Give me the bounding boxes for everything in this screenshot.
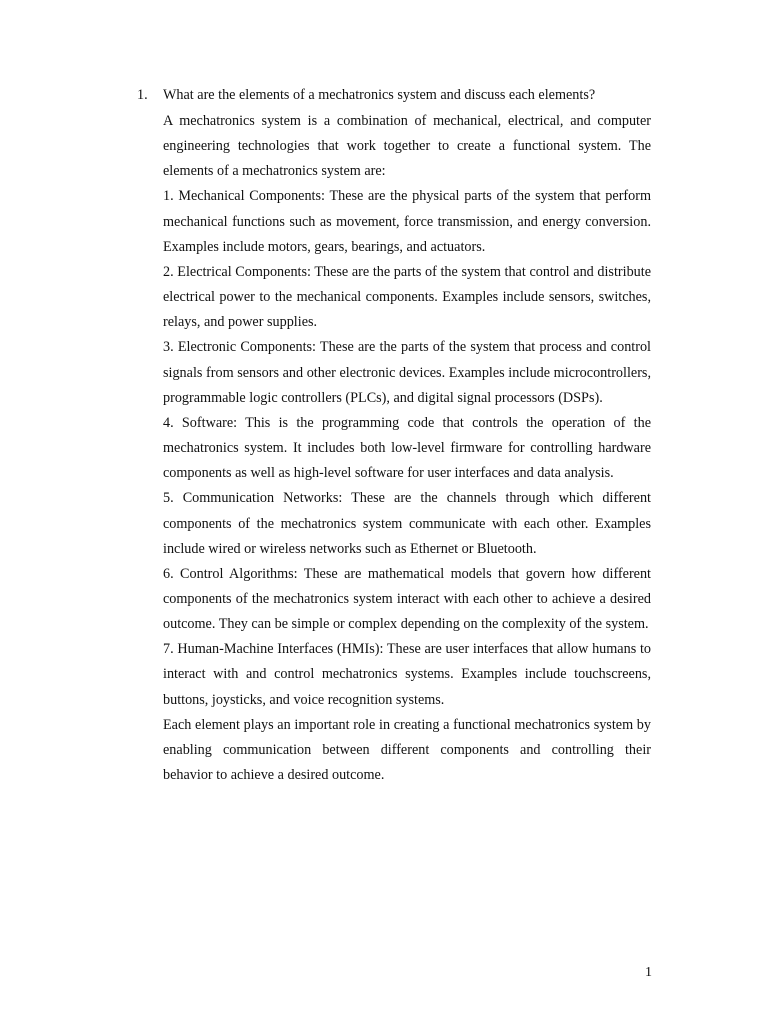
answer-paragraph-electronic: 3. Electronic Components: These are the parts of the system that process and control signals from sensors and other electronic devices. Examples include microcontrollers, programmable logic controllers (PLCs), and digital signal processors (DSPs). (163, 339, 651, 406)
answer-paragraph-hmi: 7. Human-Machine Interfaces (HMIs): These are user interfaces that allow humans to interact with and control mechatronics systems. Examples include touchscreens, buttons, joysticks, and voice recognition systems. (163, 641, 651, 708)
page-number: 1 (645, 965, 652, 980)
answer-intro-paragraph: A mechatronics system is a combination of mechanical, electrical, and computer engineering technologies that work together to create a functional system. The elements of a mechatronics system are: (163, 113, 651, 180)
question-text: What are the elements of a mechatronics system and discuss each elements? (163, 87, 596, 103)
answer-paragraph-mechanical: 1. Mechanical Components: These are the physical parts of the system that perform mechanical functions such as movement, force transmission, and energy conversion. Examples include motors, gears, bearings, and actuators. (163, 188, 651, 255)
question-number: 1. (137, 87, 148, 103)
answer-paragraph-electrical: 2. Electrical Components: These are the parts of the system that control and distribute electrical power to the mechanical components. Examples include sensors, switches, relays, and power supplies. (163, 263, 651, 331)
answer-conclusion-paragraph: Each element plays an important role in creating a functional mechatronics system by enabling communication between different components and controlling their behavior to achieve a desired outcome. (163, 716, 651, 784)
answer-paragraph-control: 6. Control Algorithms: These are mathematical models that govern how different components of the mechatronics system interact with each other to achieve a desired outcome. They can be simple or complex depending on the complexity of the system. (163, 565, 651, 633)
question-heading (137, 86, 657, 104)
answer-paragraph-software: 4. Software: This is the programming code that controls the operation of the mechatronics system. It includes both low-level firmware for controlling hardware components as well as high-level software for user interfaces and data analysis. (163, 414, 651, 482)
answer-body (163, 109, 651, 788)
answer-paragraph-communication: 5. Communication Networks: These are the channels through which different components of the mechatronics system communicate with each other. Examples include wired or wireless networks such as Ethernet or Bluetooth. (163, 490, 651, 557)
